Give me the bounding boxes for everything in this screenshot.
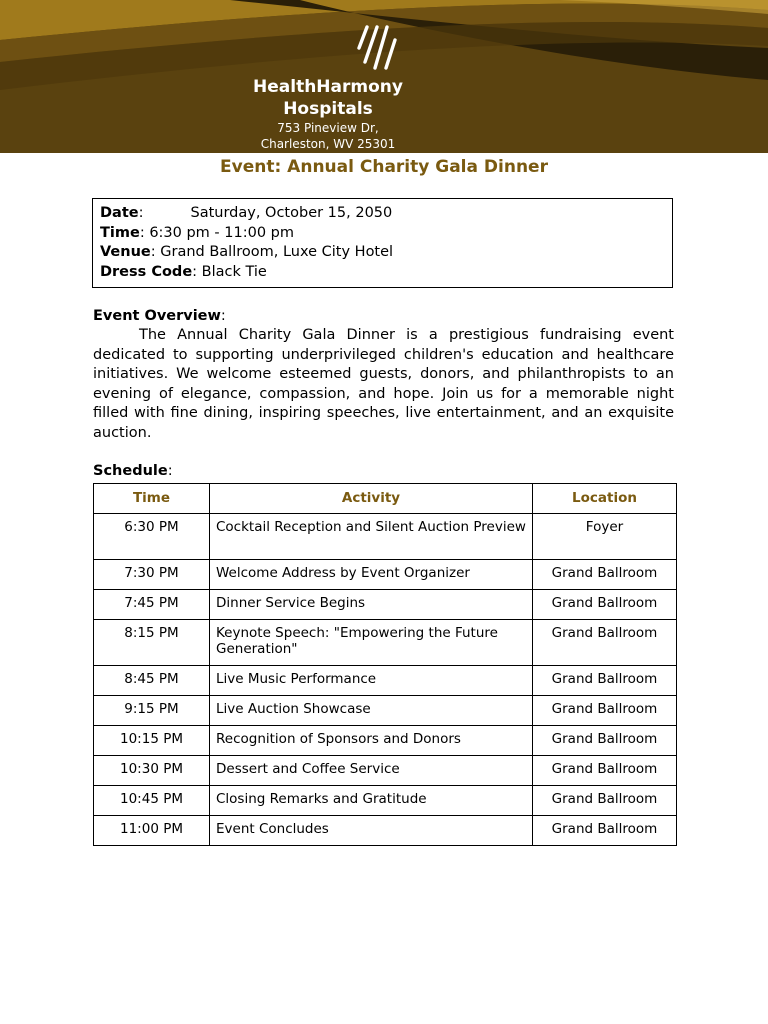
dress-code-value: Black Tie bbox=[201, 263, 267, 280]
location-cell: Grand Ballroom bbox=[533, 590, 677, 620]
schedule-table bbox=[93, 483, 677, 846]
activity-cell: Dinner Service Begins bbox=[210, 590, 533, 620]
table-row bbox=[94, 696, 677, 726]
dress-code-row: Dress Code: Black Tie bbox=[100, 263, 267, 280]
table-header-row bbox=[94, 484, 677, 514]
time-value: 6:30 pm - 11:00 pm bbox=[149, 224, 294, 241]
activity-cell: Live Auction Showcase bbox=[210, 696, 533, 726]
activity-cell: Event Concludes bbox=[210, 816, 533, 846]
time-cell: 9:15 PM bbox=[94, 696, 210, 726]
date-row: Date: Saturday, October 15, 2050 bbox=[100, 205, 393, 221]
location-cell: Grand Ballroom bbox=[533, 560, 677, 590]
time-row: Time: 6:30 pm - 11:00 pm bbox=[100, 224, 294, 241]
activity-cell: Welcome Address by Event Organizer bbox=[210, 560, 533, 590]
time-cell: 10:45 PM bbox=[94, 786, 210, 816]
time-cell: 8:15 PM bbox=[94, 620, 210, 666]
location-cell: Grand Ballroom bbox=[533, 620, 677, 666]
table-row bbox=[94, 786, 677, 816]
table-row bbox=[94, 756, 677, 786]
time-cell: 7:30 PM bbox=[94, 560, 210, 590]
activity-cell: Dessert and Coffee Service bbox=[210, 756, 533, 786]
overview-heading-row: Event Overview: bbox=[93, 308, 226, 324]
org-address bbox=[228, 120, 428, 152]
table-row bbox=[94, 726, 677, 756]
table-row bbox=[94, 666, 677, 696]
time-label: Time bbox=[100, 224, 140, 241]
venue-row: Venue: Grand Ballroom, Luxe City Hotel bbox=[100, 244, 394, 260]
location-cell: Grand Ballroom bbox=[533, 666, 677, 696]
location-cell: Foyer bbox=[533, 514, 677, 560]
time-cell: 11:00 PM bbox=[94, 816, 210, 846]
activity-cell: Cocktail Reception and Silent Auction Preview bbox=[210, 514, 533, 560]
activity-cell: Closing Remarks and Gratitude bbox=[210, 786, 533, 816]
table-row bbox=[94, 816, 677, 846]
event-title: Event: Annual Charity Gala Dinner bbox=[220, 157, 548, 177]
date-value: Saturday, October 15, 2050 bbox=[190, 205, 393, 221]
venue-value: Grand Ballroom, Luxe City Hotel bbox=[160, 244, 394, 260]
overview-heading: Event Overview bbox=[93, 308, 221, 324]
location-cell: Grand Ballroom bbox=[533, 816, 677, 846]
brand-logo-icon bbox=[355, 24, 399, 74]
table-row bbox=[94, 620, 677, 666]
time-cell: 6:30 PM bbox=[94, 514, 210, 560]
date-label: Date bbox=[100, 205, 139, 221]
event-details-box bbox=[92, 198, 673, 288]
table-row bbox=[94, 590, 677, 620]
schedule-heading: Schedule bbox=[93, 463, 168, 479]
address-line-1: 753 Pineview Dr, bbox=[277, 121, 379, 135]
activity-cell: Live Music Performance bbox=[210, 666, 533, 696]
location-cell: Grand Ballroom bbox=[533, 756, 677, 786]
venue-label: Venue bbox=[100, 244, 151, 260]
org-name: HealthHarmony Hospitals bbox=[253, 77, 403, 119]
activity-cell: Recognition of Sponsors and Donors bbox=[210, 726, 533, 756]
column-header-activity: Activity bbox=[210, 484, 533, 514]
time-cell: 7:45 PM bbox=[94, 590, 210, 620]
address-line-2: Charleston, WV 25301 bbox=[260, 137, 396, 151]
location-cell: Grand Ballroom bbox=[533, 696, 677, 726]
overview-paragraph: The Annual Charity Gala Dinner is a prestigious fundraising event dedicated to supporting underprivileged children's education and healthcare initiatives. We welcome esteemed guests, donors, and philanthropists to an evening of elegance, compassion, and hope. Join us for a memorable night filled with fine dining, inspiring speeches, live entertainment, and an exquisite auction. bbox=[93, 327, 674, 441]
activity-cell: Keynote Speech: "Empowering the Future Generation" bbox=[210, 620, 533, 666]
dress-code-label: Dress Code bbox=[100, 263, 193, 280]
column-header-time: Time bbox=[94, 484, 210, 514]
time-cell: 10:15 PM bbox=[94, 726, 210, 756]
location-cell: Grand Ballroom bbox=[533, 786, 677, 816]
header-banner bbox=[0, 0, 768, 153]
table-row bbox=[94, 514, 677, 560]
time-cell: 10:30 PM bbox=[94, 756, 210, 786]
schedule-heading-row: Schedule: bbox=[93, 463, 173, 479]
column-header-location: Location bbox=[533, 484, 677, 514]
table-row bbox=[94, 560, 677, 590]
time-cell: 8:45 PM bbox=[94, 666, 210, 696]
location-cell: Grand Ballroom bbox=[533, 726, 677, 756]
